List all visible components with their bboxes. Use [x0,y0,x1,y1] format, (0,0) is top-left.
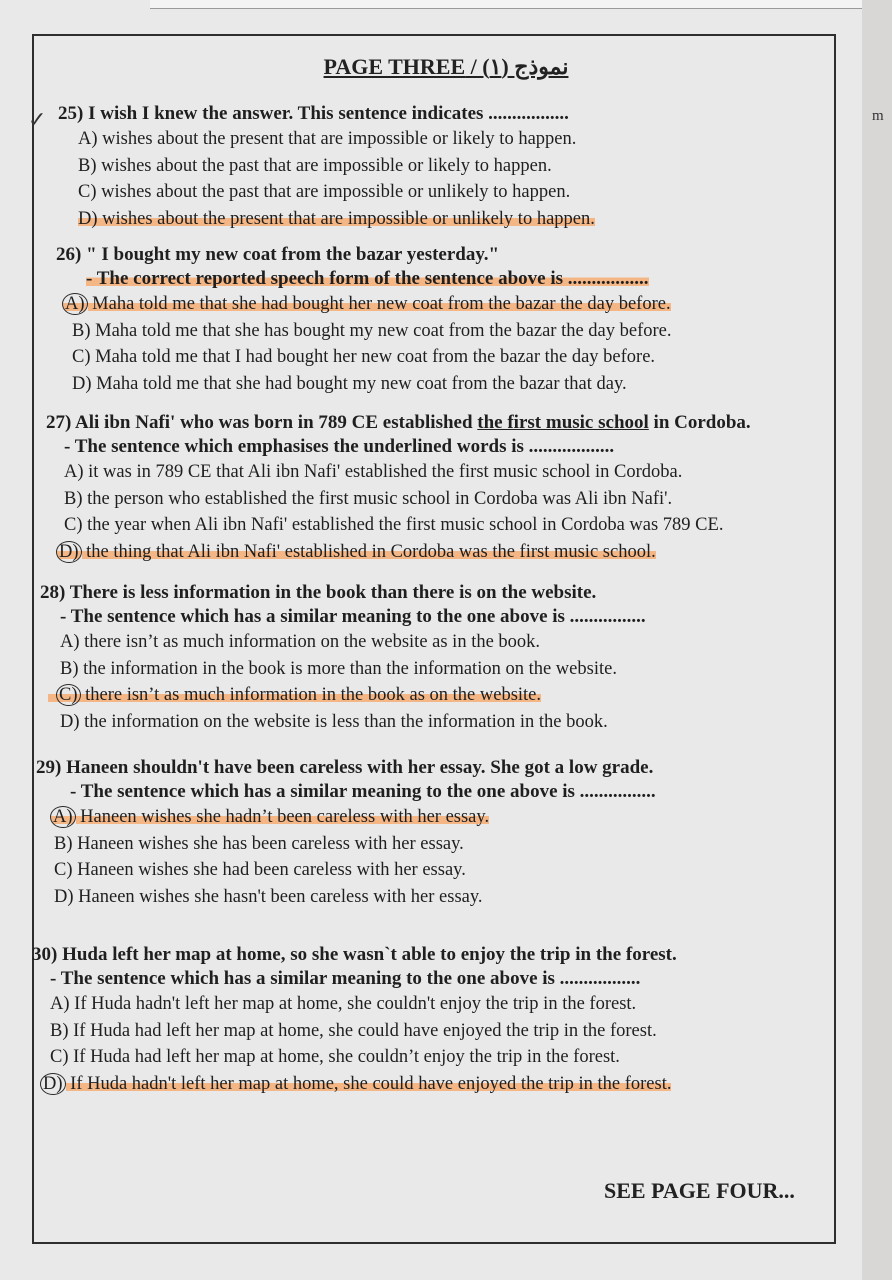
question-title: 30) Huda left her map at home, so she wasn`t able to enjoy the trip in the forest. [32,944,677,965]
adjacent-page-letter: m [872,108,884,124]
question-title: 27) Ali ibn Nafi' who was born in 789 CE established the first music school in Cordoba. [46,412,751,433]
question-25 [58,102,595,232]
option-c[interactable]: C) the year when Ali ibn Nafi' established the first music school in Cordoba was 789 CE. [64,515,724,535]
question-stem: - The sentence which emphasises the underlined words is .................. [64,436,615,457]
question-stem: - The correct reported speech form of the sentence above is ................. [86,268,649,289]
option-a[interactable]: A) If Huda hadn't left her map at home, she couldn't enjoy the trip in the forest. [50,994,637,1014]
page-title: نموذج (١) / PAGE THREE [323,54,569,79]
question-stem: - The sentence which has a similar meaning to the one above is ................ [70,781,656,802]
option-c[interactable]: C) Haneen wishes she had been careless with her essay. [54,860,466,880]
option-b[interactable]: B) Maha told me that she has bought my new coat from the bazar the day before. [72,320,672,341]
question-27 [46,411,751,565]
question-29 [36,756,656,910]
option-b[interactable]: B) the person who established the first music school in Cordoba was Ali ibn Nafi'. [64,488,673,509]
previous-page-edge [150,0,862,9]
option-d-selected[interactable]: D) wishes about the present that are impossible or unlikely to happen. [78,208,595,229]
option-d[interactable]: D) Maha told me that she had bought my new coat from the bazar that day. [72,373,627,394]
option-b[interactable]: B) wishes about the past that are impossible or likely to happen. [78,155,552,176]
option-a[interactable]: A) wishes about the present that are impossible or likely to happen. [78,129,577,149]
option-a-selected[interactable]: A) Haneen wishes she hadn’t been careless with her essay. [50,804,656,831]
option-c[interactable]: C) If Huda had left her map at home, she couldn’t enjoy the trip in the forest. [50,1047,620,1067]
option-a[interactable]: A) it was in 789 CE that Ali ibn Nafi' established the first music school in Cordoba. [64,462,683,482]
question-stem: - The sentence which has a similar meaning to the one above is ................ [60,606,646,627]
question-30 [32,943,677,1097]
question-28 [40,581,646,735]
option-d[interactable]: D) the information on the website is less than the information in the book. [60,711,608,732]
question-title: 28) There is less information in the book than there is on the website. [40,582,597,603]
option-b[interactable]: B) If Huda had left her map at home, she could have enjoyed the trip in the forest. [50,1020,657,1041]
option-d[interactable]: D) Haneen wishes she hasn't been careless with her essay. [54,886,483,907]
option-c[interactable]: C) Maha told me that I had bought her new coat from the bazar the day before. [72,347,656,367]
check-mark-icon: ✓ [28,108,47,133]
adjacent-page-edge [862,0,892,1280]
option-b[interactable]: B) the information in the book is more than the information on the website. [60,658,617,679]
question-26 [56,243,672,397]
question-title: 26) " I bought my new coat from the bazar yesterday." [56,244,500,265]
option-a-selected[interactable]: A) Maha told me that she had bought her new coat from the bazar the day before. [62,291,672,318]
option-d-selected[interactable]: D) the thing that Ali ibn Nafi' established in Cordoba was the first music school. [56,539,751,566]
option-a[interactable]: A) there isn’t as much information on the website as in the book. [60,632,541,652]
option-c-selected[interactable]: C) there isn’t as much information in the book as on the website. [48,682,646,709]
option-b[interactable]: B) Haneen wishes she has been careless with her essay. [54,833,464,854]
question-title: 25) I wish I knew the answer. This sentence indicates ................. [58,103,569,124]
page-footer: SEE PAGE FOUR... [604,1178,795,1203]
option-d-selected[interactable]: D) If Huda hadn't left her map at home, she could have enjoyed the trip in the forest. [40,1071,677,1098]
option-c[interactable]: C) wishes about the past that are impossible or unlikely to happen. [78,182,571,202]
question-title: 29) Haneen shouldn't have been careless with her essay. She got a low grade. [36,757,654,778]
question-stem: - The sentence which has a similar meaning to the one above is ................. [50,968,641,989]
